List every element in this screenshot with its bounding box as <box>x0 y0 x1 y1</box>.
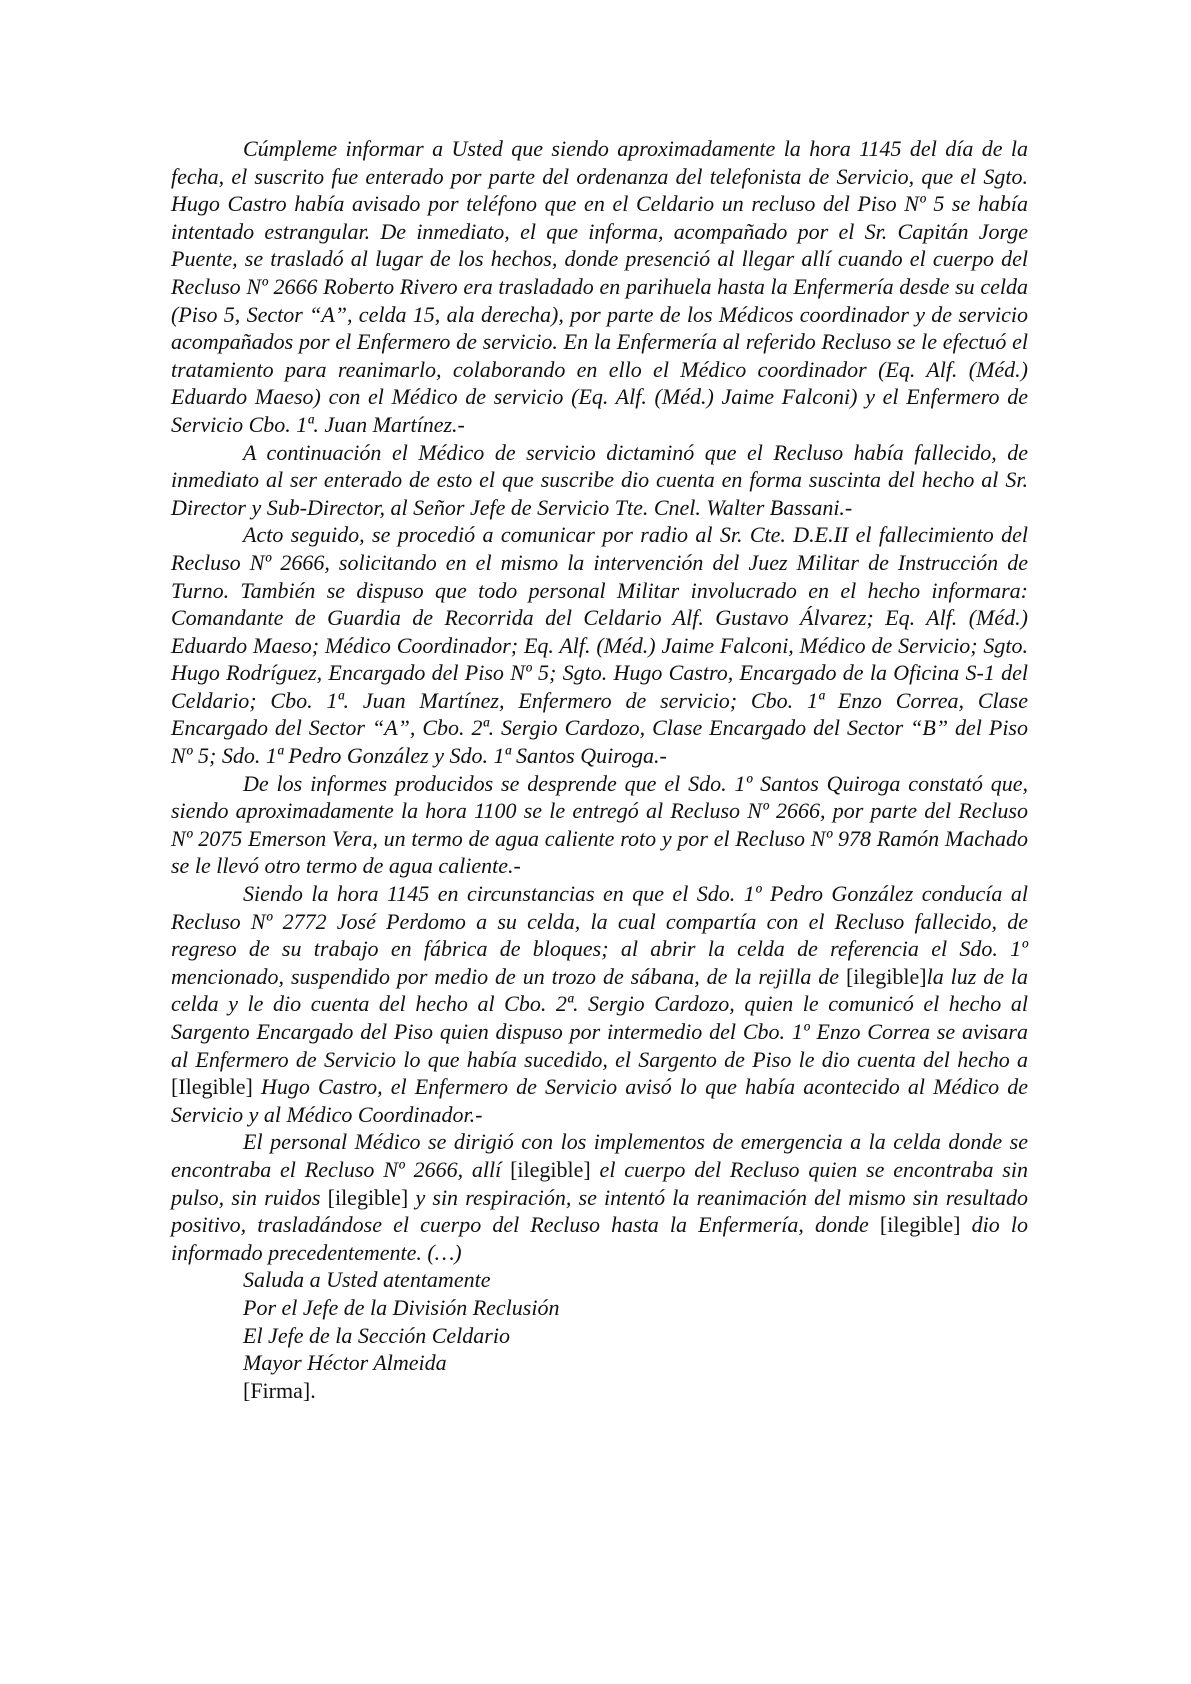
signature-placeholder: [Firma]. <box>243 1377 316 1403</box>
body-paragraph <box>171 1128 1028 1266</box>
illegible-marker: [Ilegible] <box>171 1074 253 1100</box>
signer-name: Mayor Héctor Almeida <box>243 1350 447 1376</box>
paragraph-text-run: Siendo la hora 1145 en circunstancias en que el Sdo. 1º Pedro González conducía al Recluso Nº 2772 José Perdomo a su celda, la cual compartía con el Recluso fallecido, de regreso de su trabajo en fábrica de bloques; al abrir la celda de referencia el Sdo. 1º mencionado, suspendido por medio de un trozo de sábana, de la rejilla de <box>171 881 1028 989</box>
paragraph-text-run: la luz de la celda y le dio cuenta del hecho al Cbo. 2ª. Sergio Cardozo, quien le comunicó el hecho al Sargento Encargado del Piso quien dispuso por intermedio del Cbo. 1º Enzo Correa se avisara al Enfermero de Servicio lo que había sucedido, el Sargento de Piso le dio cuenta del hecho a <box>171 963 1029 1072</box>
closing-division-line: Por el Jefe de la División Reclusión <box>243 1294 560 1320</box>
illegible-marker: [ilegible] <box>327 1184 409 1210</box>
illegible-marker: [ilegible] <box>845 963 927 989</box>
body-paragraph <box>171 439 1028 522</box>
paragraph-text-run: Acto seguido, se procedió a comunicar por radio al Sr. Cte. D.E.II el fallecimiento del Recluso Nº 2666, solicitando en el mismo la intervención del Juez Militar de Instrucción de Turno. También se dispuso que todo personal Militar involucrado en el hecho informara: Comandante de Guardia de Recorrida del Celdario Alf. Gustavo Álvarez; Eq. Alf. (Méd.) Eduardo Maeso; Médico Coordinador; Eq. Alf. (Méd.) Jaime Falconi, Médico de Servicio; Sgto. Hugo Rodríguez, Encargado del Piso Nº 5; Sgto. Hugo Castro, Encargado de la Oficina S-1 del Celdario; Cbo. 1ª. Juan Martínez, Enfermero de servicio; Cbo. 1ª Enzo Correa, Clase Encargado del Sector “A”, Cbo. 2ª. Sergio Cardozo, Clase Encargado del Sector “B” del Piso Nº 5; Sdo. 1ª Pedro González y Sdo. 1ª Santos Quiroga.- <box>171 522 1028 769</box>
paragraph-text-run: De los informes producidos se desprende que el Sdo. 1º Santos Quiroga constató que, siendo aproximadamente la hora 1100 se le entregó al Recluso Nº 2666, por parte del Recluso Nº 2075 Emerson Vera, un termo de agua caliente roto y por el Recluso Nº 978 Ramón Machado se le llevó otro termo de agua caliente.- <box>171 770 1028 879</box>
body-paragraph <box>171 880 1028 1128</box>
document-body <box>171 135 1028 1266</box>
body-paragraph <box>171 521 1028 769</box>
paragraph-text-run: A continuación el Médico de servicio dictaminó que el Recluso había fallecido, de inmediato al ser enterado de esto el que suscribe dio cuenta en forma suscinta del hecho al Sr. Director y Sub-Director, al Señor Jefe de Servicio Tte. Cnel. Walter Bassani.- <box>171 439 1028 520</box>
closing-greeting: Saluda a Usted atentamente <box>243 1267 491 1293</box>
paragraph-text-run: El personal Médico se dirigió con los implementos de emergencia a la celda donde se encontraba el Recluso Nº 2666, allí <box>171 1129 1028 1182</box>
closing-section-line: El Jefe de la Sección Celdario <box>243 1322 510 1348</box>
paragraph-text-run: y sin respiración, se intentó la reanimación del mismo sin resultado positivo, trasladándose el cuerpo del Recluso hasta la Enfermería, donde <box>171 1184 1028 1238</box>
illegible-marker: [ilegible] <box>510 1156 591 1182</box>
body-paragraph <box>171 135 1028 439</box>
document-page <box>171 135 1028 1404</box>
closing-block <box>171 1266 1028 1404</box>
paragraph-text-run: Cúmpleme informar a Usted que siendo aproximadamente la hora 1145 del día de la fecha, el suscrito fue enterado por parte del ordenanza del telefonista de Servicio, que el Sgto. Hugo Castro había avisado por teléfono que en el Celdario un recluso del Piso Nº 5 se había intentado estrangular. De inmediato, el que informa, acompañado por el Sr. Capitán Jorge Puente, se trasladó al lugar de los hechos, donde presenció al llegar allí cuando el cuerpo del Recluso Nº 2666 Roberto Rivero era trasladado en parihuela hasta la Enfermería desde su celda (Piso 5, Sector “A”, celda 15, ala derecha), por parte de los Médicos coordinador y de servicio acompañados por el Enfermero de servicio. En la Enfermería al referido Recluso se le efectuó el tratamiento para reanimarlo, colaborando en ello el Médico coordinador (Eq. Alf. (Méd.) Eduardo Maeso) con el Médico de servicio (Eq. Alf. (Méd.) Jaime Falconi) y el Enfermero de Servicio Cbo. 1ª. Juan Martínez.- <box>171 136 1028 437</box>
paragraph-text-run: dio lo informado precedentemente. (…) <box>171 1212 1028 1265</box>
illegible-marker: [ilegible] <box>879 1212 961 1238</box>
paragraph-text-run: el cuerpo del Recluso quien se encontraba sin pulso, sin ruidos <box>171 1156 1028 1210</box>
body-paragraph <box>171 770 1028 880</box>
paragraph-text-run: Hugo Castro, el Enfermero de Servicio avisó lo que había acontecido al Médico de Servicio y al Médico Coordinador.- <box>171 1074 1028 1127</box>
